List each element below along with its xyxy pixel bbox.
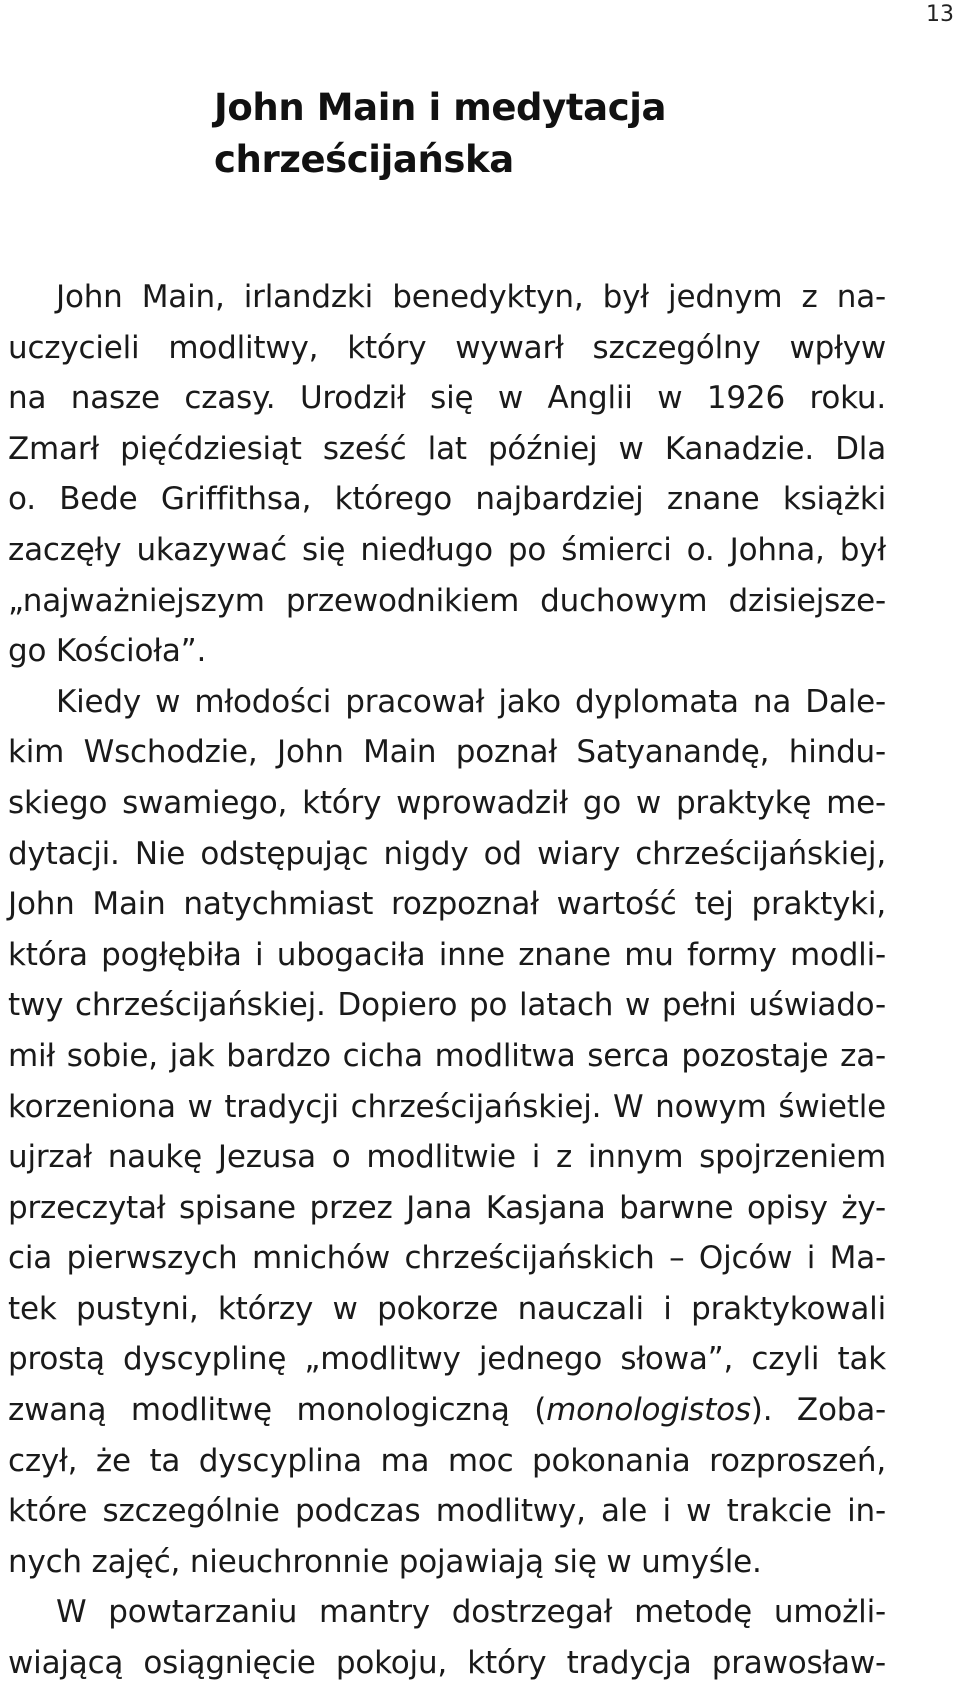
text-line: kim Wschodzie, John Main poznał Satyanandę, hindu-	[8, 734, 886, 771]
text-line: przeczytał spisane przez Jana Kasjana barwne opisy ży-	[8, 1189, 886, 1226]
paragraph-1	[8, 272, 886, 677]
text-line: W powtarzaniu mantry dostrzegał metodę umożli-	[56, 1594, 886, 1631]
text-line: skiego swamiego, który wprowadził go w praktykę me-	[8, 784, 886, 821]
chapter-title: John Main i medytacja chrześcijańska	[214, 86, 667, 181]
text-line: John Main, irlandzki benedyktyn, był jednym z na-	[56, 279, 886, 315]
text-line: prostą dyscyplinę „modlitwy jednego słowa”, czyli tak	[8, 1341, 886, 1378]
paragraph-2	[8, 677, 886, 1588]
paragraph-3	[8, 1587, 886, 1688]
text-segment: zwaną modlitwę monologiczną (	[8, 1392, 547, 1429]
text-line: Kiedy w młodości pracował jako dyplomata na Dale-	[56, 683, 886, 720]
text-line: cia pierwszych mnichów chrześcijańskich – Ojców i Ma-	[8, 1240, 886, 1277]
text-line: nych zajęć, nieuchronnie pojawiają się w umyśle.	[8, 1543, 762, 1580]
page-number: 13	[926, 2, 954, 27]
text-segment: ). Zoba-	[750, 1392, 886, 1429]
text-line: „najważniejszym przewodnikiem duchowym dzisiejsze-	[8, 582, 886, 619]
text-line: uczycieli modlitwy, który wywarł szczególny wpływ	[8, 329, 886, 366]
text-line: czył, że ta dyscyplina ma moc pokonania rozproszeń,	[8, 1442, 886, 1479]
text-line: go Kościoła”.	[8, 633, 207, 670]
text-line-with-italic	[8, 1385, 886, 1436]
text-line: John Main natychmiast rozpoznał wartość tej praktyki,	[8, 886, 886, 923]
text-line: twy chrześcijańskiej. Dopiero po latach w pełni uświado-	[8, 987, 886, 1024]
text-line: które szczególnie podczas modlitwy, ale i w trakcie in-	[8, 1493, 886, 1530]
text-line: dytacji. Nie odstępując nigdy od wiary chrześcijańskiej,	[8, 835, 886, 872]
text-line: zaczęły ukazywać się niedługo po śmierci o. Johna, był	[8, 531, 886, 568]
body-text	[8, 272, 886, 1689]
text-line: tek pustyni, którzy w pokorze nauczali i praktykowali	[8, 1290, 886, 1327]
text-line: która pogłębiła i ubogaciła inne znane mu formy modli-	[8, 936, 886, 973]
text-line: wiającą osiągnięcie pokoju, który tradycja prawosław-	[8, 1645, 886, 1682]
text-line: ujrzał naukę Jezusa o modlitwie i z innym spojrzeniem	[8, 1139, 886, 1176]
text-line: Zmarł pięćdziesiąt sześć lat później w Kanadzie. Dla	[8, 430, 886, 467]
text-line: o. Bede Griffithsa, którego najbardziej znane książki	[8, 481, 886, 518]
italic-term: monologistos	[546, 1392, 751, 1429]
text-line: mił sobie, jak bardzo cicha modlitwa serca pozostaje za-	[8, 1037, 886, 1074]
text-line: korzeniona w tradycji chrześcijańskiej. W nowym świetle	[8, 1088, 886, 1125]
text-line: na nasze czasy. Urodził się w Anglii w 1926 roku.	[8, 380, 886, 417]
